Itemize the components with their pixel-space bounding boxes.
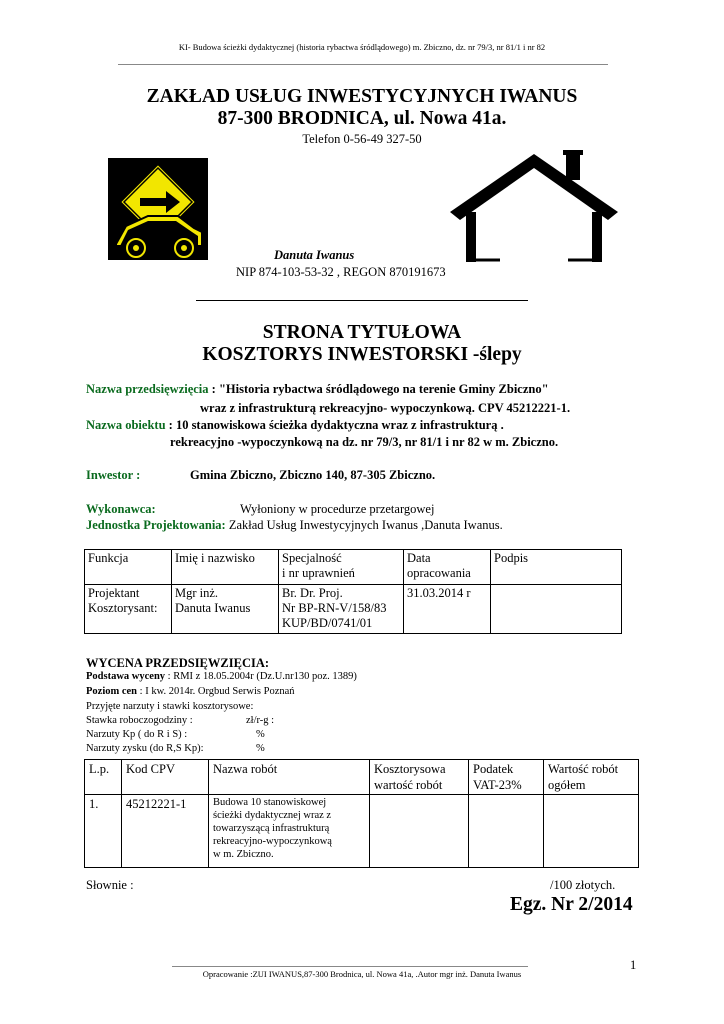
running-header: KI- Budowa ścieżki dydaktycznej (historia rybactwa śródlądowego) m. Zbiczno, dz. nr 79/3, nr 81/1 i nr 82	[178, 42, 546, 52]
project-name-line-2: wraz z infrastrukturą rekreacyjno- wypoczynkową. CPV 45212221-1.	[200, 401, 571, 415]
markup-profit: Narzuty zysku (do R,S Kp):	[86, 743, 204, 754]
nip-regon: NIP 874-103-53-32 , REGON 870191673	[236, 265, 446, 279]
design-unit-value: Zakład Usług Inwestycyjnych Iwanus ,Danuta Iwanus.	[225, 518, 503, 532]
footer-rule	[172, 966, 528, 967]
contractor-label: Wykonawca:	[86, 502, 156, 516]
valuation-heading: WYCENA PRZEDSIĘWZIĘCIA:	[86, 656, 270, 670]
investor-line	[86, 468, 140, 483]
price-level: Poziom cen : I kw. 2014r. Orgbud Serwis Poznań	[86, 686, 295, 697]
amount-in-words-label: Słownie :	[86, 878, 134, 892]
cell-function: Projektant Kosztorysant:	[85, 585, 172, 634]
header-signature: Podpis	[491, 550, 622, 585]
table-header-row	[85, 760, 639, 795]
markups-intro: Przyjęte narzuty i stawki kosztorysowe:	[86, 701, 254, 712]
contractor-value: Wyłoniony w procedurze przetargowej	[240, 502, 435, 516]
project-name-value: : "Historia rybactwa śródlądowego na terenie Gminy Zbiczno"	[208, 382, 549, 396]
team-table	[84, 549, 622, 634]
cell-lp: 1.	[85, 795, 122, 868]
page-subtitle: KOSZTORYS INWESTORSKI -ślepy	[202, 344, 522, 365]
copy-number: Egz. Nr 2/2014	[510, 894, 633, 915]
markup-kp-unit: %	[256, 729, 265, 740]
cost-table	[84, 759, 639, 868]
cell-vat	[469, 795, 544, 868]
header-total: Wartość robót ogółem	[544, 760, 639, 795]
header-function: Funkcja	[85, 550, 172, 585]
project-name-line-1	[86, 382, 549, 397]
design-unit-label: Jednostka Projektowania:	[86, 518, 226, 532]
header-rule	[118, 64, 608, 65]
cell-date: 31.03.2014 r	[404, 585, 491, 634]
header-specialty: Specjalność i nr uprawnień	[279, 550, 404, 585]
object-name-line-2: rekreacyjno -wypoczynkową na dz. nr 79/3, nr 81/1 i nr 82 w m. Zbiczno.	[170, 435, 559, 449]
table-row	[85, 795, 639, 868]
header-date: Data opracowania	[404, 550, 491, 585]
object-name-line-1	[86, 418, 504, 433]
cell-cpv: 45212221-1	[122, 795, 209, 868]
cell-signature	[491, 585, 622, 634]
cell-total	[544, 795, 639, 868]
author-name: Danuta Iwanus	[274, 248, 355, 262]
object-name-label: Nazwa obiektu	[86, 418, 166, 432]
valuation-basis: Podstawa wyceny : RMI z 18.05.2004r (Dz.U.nr130 poz. 1389)	[86, 671, 357, 682]
company-name: ZAKŁAD USŁUG INWESTYCYJNYCH IWANUS	[146, 86, 578, 107]
cell-specialty: Br. Dr. Proj. Nr BP-RN-V/158/83 KUP/BD/0741/01	[279, 585, 404, 634]
table-header-row	[85, 550, 622, 585]
header-lp: L.p.	[85, 760, 122, 795]
design-unit-line	[86, 518, 503, 533]
investor-label: Inwestor :	[86, 468, 141, 482]
header-name: Imię i nazwisko	[172, 550, 279, 585]
hourly-rate: Stawka roboczogodziny :	[86, 715, 193, 726]
company-phone: Telefon 0-56-49 327-50	[302, 132, 422, 146]
road-sign-car-logo	[108, 158, 208, 260]
header-works: Nazwa robót	[209, 760, 370, 795]
cell-works: Budowa 10 stanowiskowej ścieżki dydaktycznej wraz z towarzyszącą infrastrukturą rekreacyjno-wypoczynkową w m. Zbiczno.	[209, 795, 370, 868]
table-row	[85, 585, 622, 634]
header-vat: Podatek VAT-23%	[469, 760, 544, 795]
cell-cost	[370, 795, 469, 868]
amount-in-words-suffix: /100 złotych.	[550, 878, 616, 892]
object-name-value: : 10 stanowiskowa ścieżka dydaktyczna wraz z infrastrukturą .	[165, 418, 504, 432]
page-title: STRONA TYTUŁOWA	[262, 322, 462, 343]
page-number: 1	[630, 958, 637, 972]
footer-text: Opracowanie :ZUI IWANUS,87-300 Brodnica, ul. Nowa 41a, .Autor mgr inż. Danuta Iwanus	[202, 969, 522, 979]
markup-profit-unit: %	[256, 743, 265, 754]
header-cpv: Kod CPV	[122, 760, 209, 795]
contractor-line	[86, 502, 156, 517]
cell-name: Mgr inż. Danuta Iwanus	[172, 585, 279, 634]
project-name-label: Nazwa przedsięwzięcia	[86, 382, 209, 396]
hourly-rate-unit: zł/r-g :	[246, 715, 275, 726]
investor-value: Gmina Zbiczno, Zbiczno 140, 87-305 Zbiczno.	[190, 468, 436, 482]
house-logo	[450, 150, 618, 262]
header-cost: Kosztorysowa wartość robót	[370, 760, 469, 795]
markup-kp: Narzuty Kp ( do R i S) :	[86, 729, 188, 740]
separator-rule	[196, 300, 528, 301]
company-address: 87-300 BRODNICA, ul. Nowa 41a.	[217, 108, 507, 129]
